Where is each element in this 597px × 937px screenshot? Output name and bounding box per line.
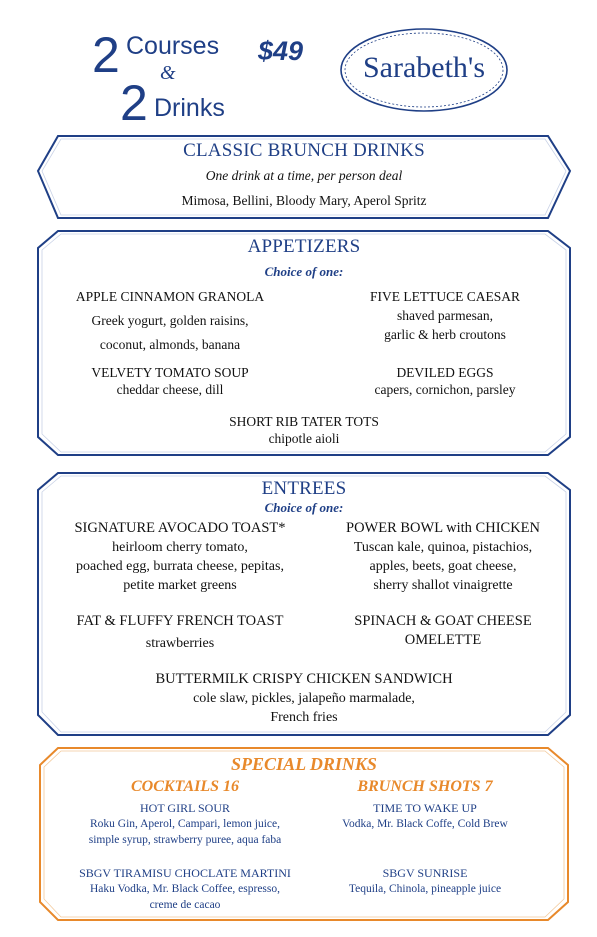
item-name: HOT GIRL SOUR: [139, 801, 230, 815]
drinks-list: Mimosa, Bellini, Bloody Mary, Aperol Spritz: [181, 193, 427, 208]
price: $49: [258, 36, 304, 66]
item-sbgv-sunrise: [310, 865, 540, 897]
item-desc: Vodka, Mr. Black Coffe, Cold Brew: [342, 818, 508, 830]
cocktails-heading: COCKTAILS 16: [130, 778, 240, 795]
item-name: TIME TO WAKE UP: [373, 801, 477, 815]
item-desc: simple syrup, strawberry puree, aqua faba: [88, 834, 282, 846]
item-name: SIGNATURE AVOCADO TOAST*: [74, 520, 286, 536]
item-desc: Greek yogurt, golden raisins,: [91, 313, 249, 328]
item-tots: [38, 412, 570, 448]
shots-heading: BRUNCH SHOTS 7: [357, 778, 493, 795]
item-desc: Roku Gin, Aperol, Campari, lemon juice,: [89, 818, 281, 830]
item-name: SBGV SUNRISE: [382, 866, 468, 880]
item-avocado-toast: [45, 519, 315, 595]
brand-logo: Sarabeth's: [362, 51, 486, 84]
item-desc: creme de cacao: [149, 899, 221, 911]
item-desc: poached egg, burrata cheese, pepitas,: [76, 559, 284, 574]
item-desc: petite market greens: [123, 578, 237, 593]
drinks-subtitle: One drink at a time, per person deal: [205, 168, 403, 183]
item-desc: sherry shallot vinaigrette: [373, 578, 513, 593]
item-name: SHORT RIB TATER TOTS: [229, 414, 379, 429]
special-title: SPECIAL DRINKS: [231, 754, 377, 774]
item-name: SBGV TIRAMISU CHOCLATE MARTINI: [79, 866, 291, 880]
item-hot-girl-sour: [55, 800, 315, 848]
item-chicken-sandwich: [38, 670, 570, 727]
item-desc: Tequila, Chinola, pineapple juice: [348, 883, 502, 895]
item-granola: [50, 287, 290, 354]
item-name: VELVETY TOMATO SOUP: [91, 365, 249, 380]
item-tiramisu-martini: [55, 865, 315, 913]
item-desc: cheddar cheese, dill: [116, 382, 224, 397]
item-desc: Haku Vodka, Mr. Black Coffee, espresso,: [89, 883, 281, 895]
appetizers-subtitle: Choice of one:: [264, 264, 344, 279]
item-desc: cole slaw, pickles, jalapeño marmalade,: [193, 691, 415, 706]
item-soup: [50, 363, 290, 399]
item-desc: French fries: [270, 710, 338, 725]
item-omelette: [318, 612, 568, 650]
courses-word: Courses: [126, 32, 220, 60]
item-desc: chipotle aioli: [268, 431, 340, 446]
item-desc: strawberries: [145, 636, 215, 651]
ampersand: &: [160, 62, 176, 84]
item-name: SPINACH & GOAT CHEESE: [354, 613, 532, 629]
appetizers-title: APPETIZERS: [247, 236, 361, 257]
item-french-toast: [45, 612, 315, 653]
item-power-bowl: [318, 519, 568, 595]
item-eggs: [330, 363, 560, 399]
item-desc: capers, cornichon, parsley: [374, 382, 516, 397]
item-desc: garlic & herb croutons: [384, 327, 506, 342]
item-desc: Tuscan kale, quinoa, pistachios,: [353, 540, 533, 555]
item-name: FIVE LETTUCE CAESAR: [370, 289, 520, 304]
drinks-word: Drinks: [154, 94, 225, 122]
item-time-to-wake-up: [310, 800, 540, 832]
drinks-number: 2: [120, 75, 148, 131]
item-desc: coconut, almonds, banana: [99, 337, 241, 352]
item-name-line2: OMELETTE: [404, 632, 482, 648]
entrees-subtitle: Choice of one:: [264, 500, 344, 515]
item-desc: shaved parmesan,: [397, 308, 493, 323]
item-name: FAT & FLUFFY FRENCH TOAST: [76, 613, 284, 629]
item-name: BUTTERMILK CRISPY CHICKEN SANDWICH: [155, 671, 453, 687]
item-name: APPLE CINNAMON GRANOLA: [75, 289, 265, 304]
item-name: DEVILED EGGS: [396, 365, 494, 380]
item-desc: apples, beets, goat cheese,: [369, 559, 517, 574]
item-caesar: [330, 287, 560, 344]
courses-number: 2: [92, 27, 120, 83]
drinks-title: CLASSIC BRUNCH DRINKS: [183, 140, 425, 161]
item-name: POWER BOWL with CHICKEN: [346, 520, 540, 536]
item-desc: heirloom cherry tomato,: [112, 540, 248, 555]
entrees-title: ENTREES: [261, 478, 347, 499]
